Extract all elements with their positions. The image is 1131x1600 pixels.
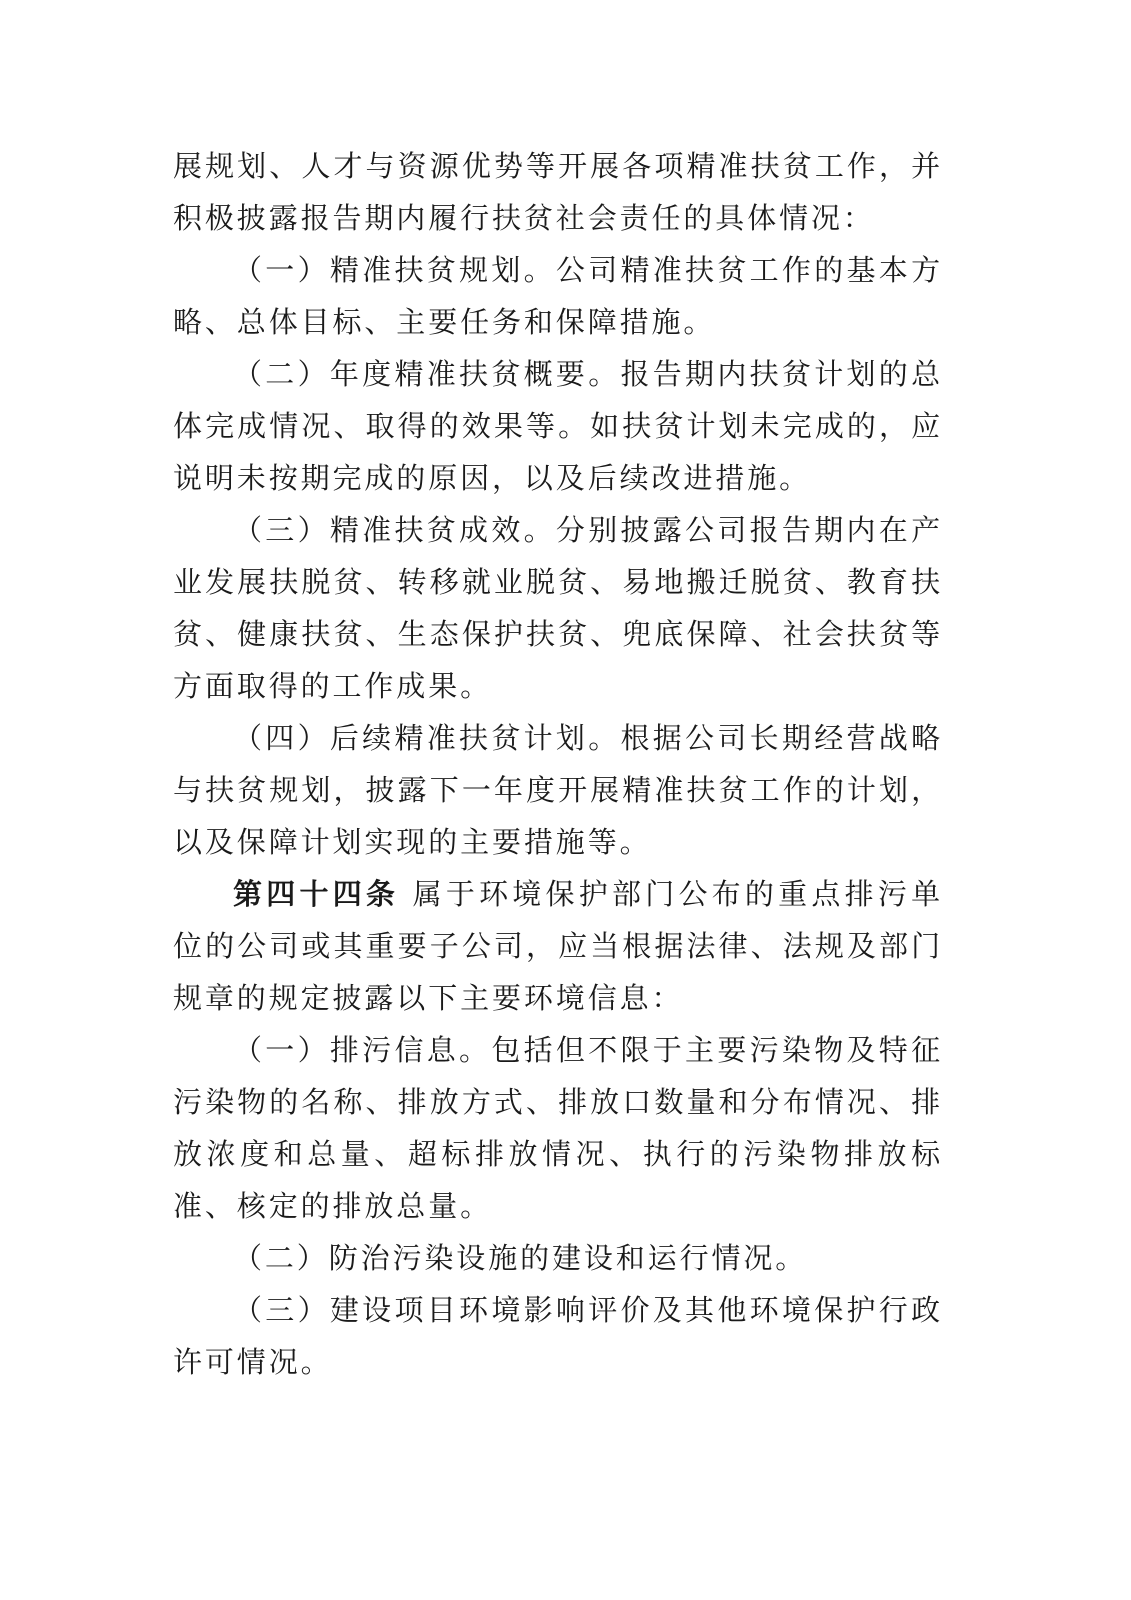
paragraph-text: （四）后续精准扶贫计划。根据公司长期经营战略与扶贫规划，披露下一年度开展精准扶贫工作的计划，以及保障计划实现的主要措施等。 (173, 721, 943, 859)
paragraph-text: （三）建设项目环境影响评价及其他环境保护行政许可情况。 (173, 1293, 943, 1379)
paragraph-env-item-2-facilities (173, 1232, 943, 1284)
paragraph-item-2-annual-summary (173, 348, 943, 504)
article-number: 第四十四条 (233, 877, 400, 911)
paragraph-text: （一）精准扶贫规划。公司精准扶贫工作的基本方略、总体目标、主要任务和保障措施。 (173, 253, 943, 339)
document-body (173, 140, 943, 1388)
paragraph-text: 展规划、人才与资源优势等开展各项精准扶贫工作，并积极披露报告期内履行扶贫社会责任的具体情况： (173, 149, 943, 235)
paragraph-intro-continuation (173, 140, 943, 244)
paragraph-text: （二）年度精准扶贫概要。报告期内扶贫计划的总体完成情况、取得的效果等。如扶贫计划未完成的，应说明未按期完成的原因，以及后续改进措施。 (173, 357, 943, 495)
paragraph-article-44 (173, 868, 943, 1024)
paragraph-item-3-results (173, 504, 943, 712)
paragraph-item-4-followup-plan (173, 712, 943, 868)
paragraph-text: （三）精准扶贫成效。分别披露公司报告期内在产业发展扶脱贫、转移就业脱贫、易地搬迁脱贫、教育扶贫、健康扶贫、生态保护扶贫、兜底保障、社会扶贫等方面取得的工作成果。 (173, 513, 943, 703)
paragraph-text: （一）排污信息。包括但不限于主要污染物及特征污染物的名称、排放方式、排放口数量和分布情况、排放浓度和总量、超标排放情况、执行的污染物排放标准、核定的排放总量。 (173, 1033, 943, 1223)
paragraph-text: （二）防治污染设施的建设和运行情况。 (233, 1241, 808, 1275)
paragraph-text: 属于环境保护部门公布的重点排污单位的公司或其重要子公司，应当根据法律、法规及部门规章的规定披露以下主要环境信息： (173, 877, 943, 1015)
paragraph-env-item-1-emissions (173, 1024, 943, 1232)
paragraph-env-item-3-assessment (173, 1284, 943, 1388)
paragraph-item-1-poverty-plan (173, 244, 943, 348)
